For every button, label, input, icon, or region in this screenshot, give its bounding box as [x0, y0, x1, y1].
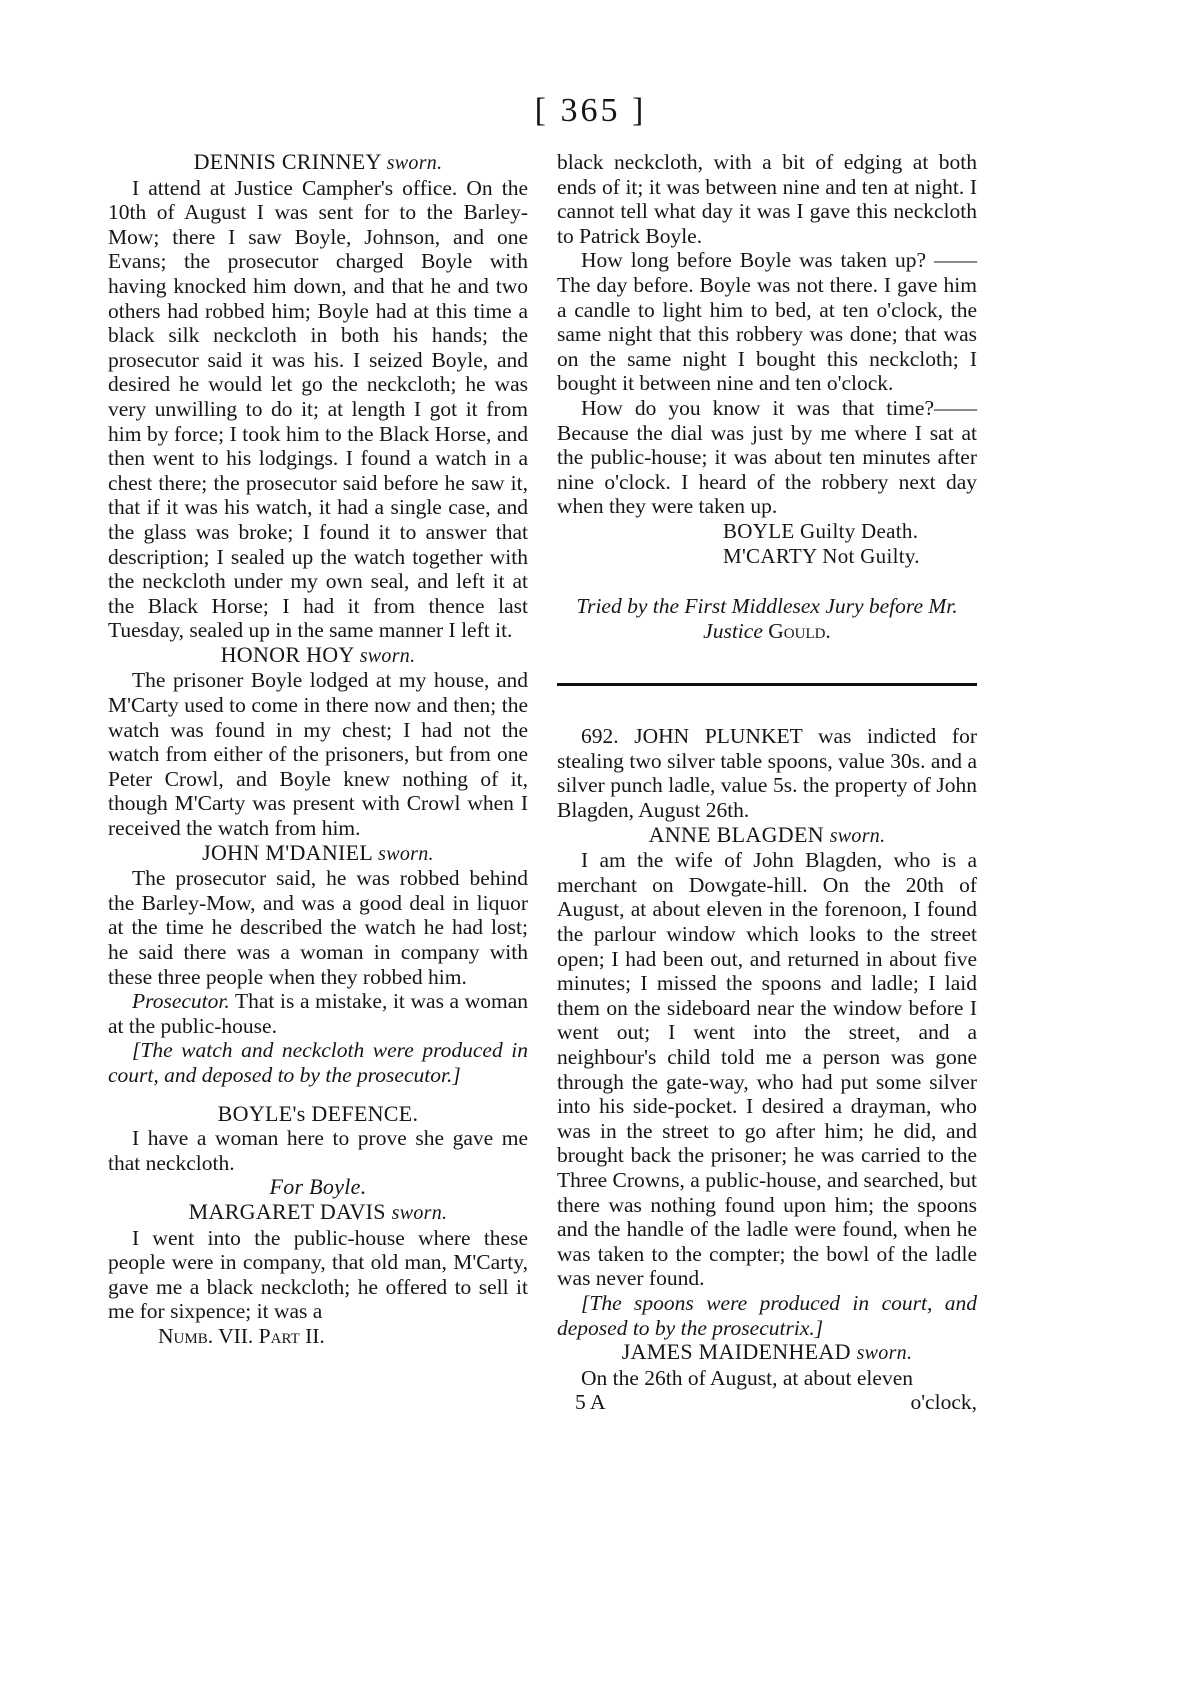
speaker-label: Prosecutor. [132, 989, 230, 1014]
witness-name: JOHN M'DANIEL [202, 839, 373, 865]
witness-name: HONOR HOY [220, 641, 354, 667]
sworn-label: sworn. [386, 152, 443, 174]
testimony-paragraph: I am the wife of John Blagden, who is a merchant on Dowgate-hill. On the 20th of August, at about eleven in the forenoon, I found the parlour window which looks to the street open; I had been out, and returned in about five minutes; I missed the spoons and ladle; I laid them on the sideboard near the window before I went out; I went into the street, and a neighbour's child told me a person was gone through the gate-way, who had put some silver into his side-pocket. I desired a drayman, who was in the street to go after him; he did, and brought back the prisoner; he was carried to the Three Crowns, a public-house, and searched, but there was nothing found upon him; the spoons and the handle of the ladle were found, when he was taken to the compter; the bowl of the ladle was never found. [557, 848, 977, 1291]
verdict-boyle: BOYLE Guilty Death. [723, 518, 919, 543]
witness-heading-anne-blagden [557, 823, 977, 849]
testimony-paragraph: I went into the public-house where these people were in company, that old man, M'Carty, gave me a black neckcloth; he offered to sell it me for sixpence; it was a [108, 1225, 528, 1324]
signature-line [557, 1390, 977, 1415]
right-column [557, 150, 977, 1415]
court-note: [The spoons were produced in court, and deposed to by the prosecutrix.] [557, 1290, 977, 1340]
testimony-paragraph: black neckcloth, with a bit of edging at both ends of it; it was between nine and ten at night. I cannot tell what day it was I gave this neckcloth to Patrick Boyle. [557, 150, 977, 248]
witness-heading-john-mdaniel [108, 841, 528, 867]
remark-text: That is a mistake, it was a woman at the public-house. [108, 989, 528, 1038]
justice-label: Justice [703, 618, 763, 643]
page-number: [ 365 ] [534, 92, 647, 129]
prosecutor-remark [108, 989, 528, 1038]
testimony-paragraph: How long before Boyle was taken up? ——The day before. Boyle was not there. I gave him a candle to light him to bed, at ten o'clock, the same night that this robbery was done; that was on the same night I bought this neckcloth; I bought it between nine and ten o'clock. [557, 248, 977, 396]
section-divider [557, 683, 977, 686]
verdict-mccarty: M'CARTY Not Guilty. [723, 543, 920, 568]
catchword: o'clock, [910, 1390, 977, 1415]
issue-footer: Numb. VII. Part II. [158, 1323, 325, 1348]
sworn-label: sworn. [856, 1342, 913, 1365]
sworn-label: sworn. [378, 842, 434, 865]
sworn-label: sworn. [359, 644, 416, 667]
sworn-label: sworn. [829, 824, 886, 847]
for-boyle-label: For Boyle. [269, 1174, 367, 1200]
left-column [108, 150, 528, 1349]
witness-heading-dennis-crinney [108, 150, 528, 176]
testimony-paragraph: The prisoner Boyle lodged at my house, and M'Carty used to come in there now and then; the watch was found in my chest; I had not the watch from either of the prisoners, but from one Peter Crowl, and Boyle knew nothing of it, though M'Carty was present with Crowl when I received the watch from him. [108, 668, 528, 841]
witness-name: JAMES MAIDENHEAD [621, 1339, 851, 1365]
witness-heading-margaret-davis [108, 1200, 528, 1226]
jury-note-line [557, 619, 977, 644]
witness-name: DENNIS CRINNEY [193, 149, 381, 174]
judge-name: Gould. [768, 618, 831, 643]
witness-heading-honor-hoy [108, 643, 528, 669]
witness-name: ANNE BLAGDEN [648, 821, 824, 847]
signature-mark: 5 A [575, 1390, 606, 1415]
witness-heading-james-maidenhead [557, 1340, 977, 1366]
testimony-paragraph: The prosecutor said, he was robbed behind the Barley-Mow, and was a good deal in liquor at the time he described the watch he had lost; he said there was a woman in company with these three people when they robbed him. [108, 866, 528, 989]
case-indictment: 692. JOHN PLUNKET was indicted for stealing two silver table spoons, value 30s. and a silver punch ladle, value 5s. the property of John Blagden, August 26th. [557, 724, 977, 823]
testimony-paragraph: On the 26th of August, at about eleven [581, 1365, 913, 1390]
testimony-paragraph: How do you know it was that time?—— Because the dial was just by me where I sat at the public-house; it was about ten minutes after nine o'clock. I heard of the robbery next day when they were taken up. [557, 395, 977, 519]
sworn-label: sworn. [391, 1201, 448, 1224]
jury-note-line: Tried by the First Middlesex Jury before Mr. [576, 594, 958, 619]
court-note: [The watch and neckcloth were produced in court, and deposed to by the prosecutor.] [108, 1038, 528, 1087]
testimony-paragraph: I attend at Justice Campher's office. On the 10th of August I was sent for to the Barley-Mow; there I saw Boyle, Johnson, and one Evans; the prosecutor charged Boyle with having knocked him down, and that he and two others had robbed him; Boyle had at this time a black silk neckcloth in both his hands; the prosecutor said it was his. I seized Boyle, and desired he would let go the neckcloth; he was very unwilling to do it; at length I got it from him by force; I took him to the Black Horse, and then went to his lodgings. I found a watch in a chest there; the prosecutor said before he saw it, that if it was his watch, it had a single case, and the glass was broke; I found it to answer that description; I sealed up the watch together with the neckcloth under my own seal, and left it at the Black Horse; I had it from thence last Tuesday, sealed up in the same manner I left it. [108, 175, 528, 643]
witness-name: MARGARET DAVIS [188, 1198, 386, 1224]
section-heading-boyle-defence: BOYLE's DEFENCE. [217, 1100, 419, 1126]
defence-paragraph: I have a woman here to prove she gave me that neckcloth. [108, 1126, 528, 1175]
jury-note [557, 594, 977, 643]
